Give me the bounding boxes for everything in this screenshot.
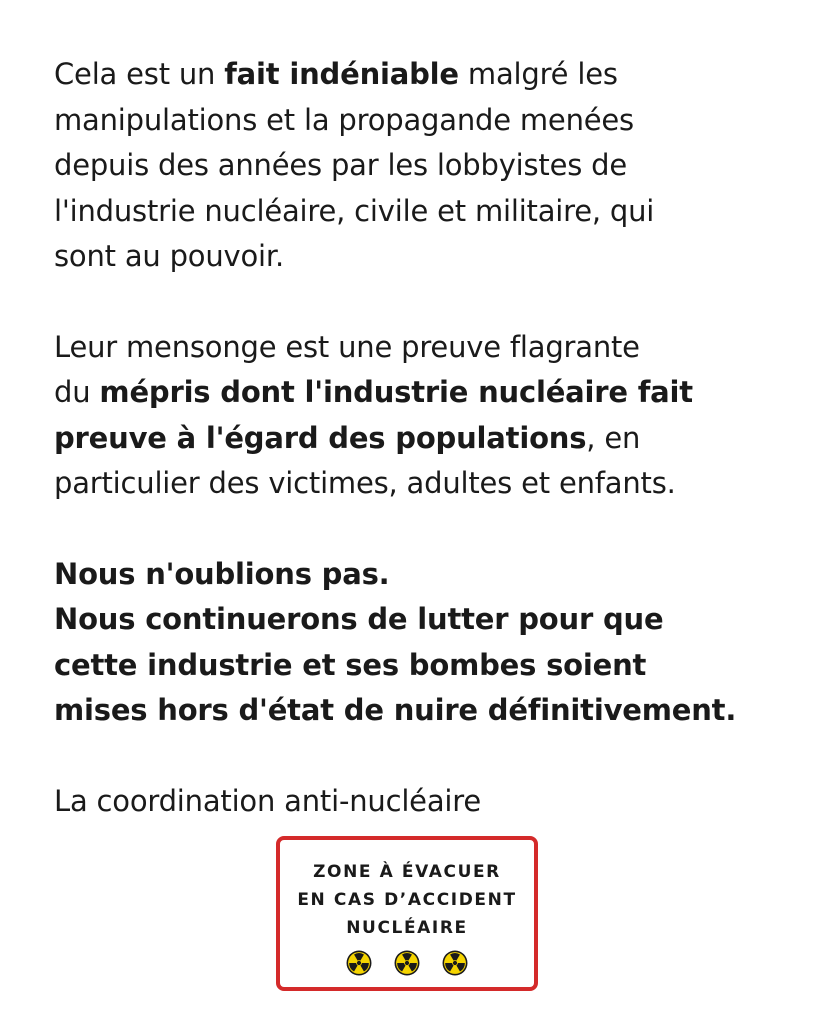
text-line: [54, 370, 794, 416]
article-body: [54, 52, 794, 824]
text-line: [54, 52, 794, 98]
text-segment: , en: [586, 420, 641, 455]
radiation-icon: [394, 950, 420, 976]
text-segment: du: [54, 375, 100, 409]
text-segment: malgré les: [458, 57, 618, 91]
text-line: Nous n'oublions pas.: [54, 556, 390, 591]
text-segment: Cela est un: [54, 57, 225, 91]
text-line: Nous continuerons de lutter pour que: [54, 602, 664, 636]
paragraph-lie: [54, 325, 794, 507]
text-line: depuis des années par les lobbyistes de: [54, 148, 628, 182]
text-line: cette industrie et ses bombes soient: [54, 647, 647, 682]
trefoil-row: [280, 950, 534, 976]
paragraph-commitment: [54, 552, 794, 734]
evacuation-sign: [276, 836, 538, 991]
text-line: Leur mensonge est une preuve flagrante: [54, 329, 640, 364]
text-line: sont au pouvoir.: [54, 239, 284, 273]
sign-line: ZONE À ÉVACUER: [313, 862, 501, 882]
sign-line: NUCLÉAIRE: [346, 918, 468, 938]
text-line: l'industrie nucléaire, civile et militaire, qui: [54, 193, 655, 228]
text-line: particulier des victimes, adultes et enfants.: [54, 466, 676, 500]
bold-segment: preuve à l'égard des populations: [54, 420, 587, 455]
radiation-icon: [346, 950, 372, 976]
text-line: manipulations et la propagande menées: [54, 102, 634, 137]
bold-segment: mépris dont l'industrie nucléaire fait: [99, 375, 693, 409]
bold-segment: fait indéniable: [224, 57, 459, 91]
text-line: mises hors d'état de nuire définitivement.: [54, 693, 737, 727]
radiation-icon: [442, 950, 468, 976]
signature: La coordination anti-nucléaire: [54, 783, 481, 818]
paragraph-fact: [54, 52, 794, 280]
text-line: [54, 416, 794, 462]
sign-line: EN CAS D’ACCIDENT: [297, 890, 517, 910]
